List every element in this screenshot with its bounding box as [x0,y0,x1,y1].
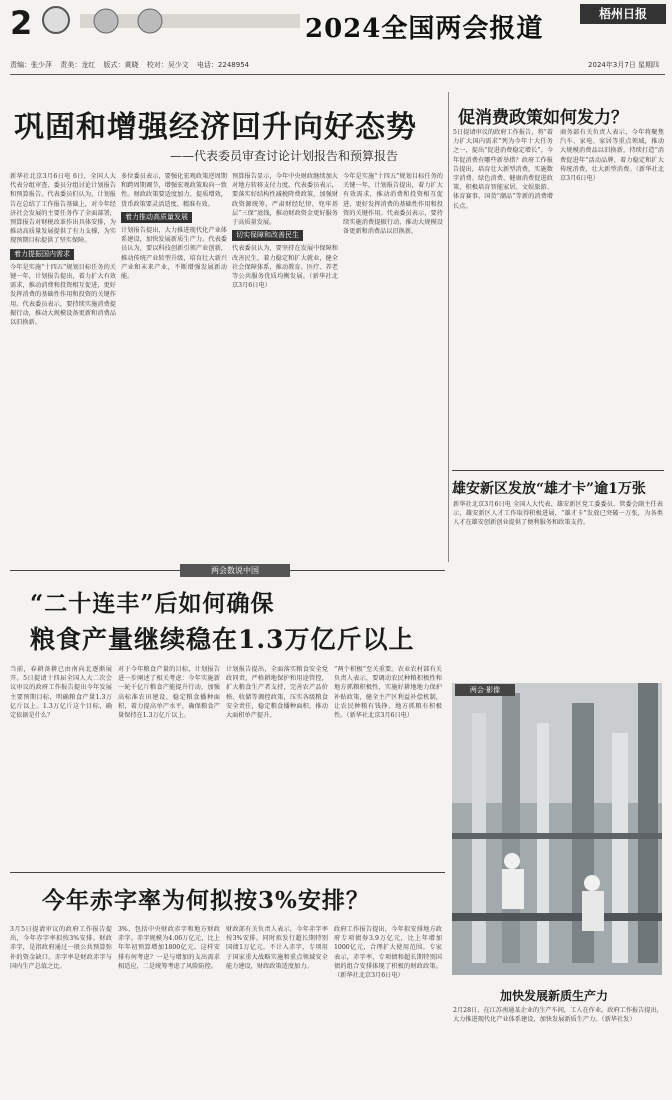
lead-subtitle-a: 着力提振国内需求 [10,249,74,260]
lead-col2b-text: 计划报告提出，大力推进现代化产业体系建设，加快发展新质生产力。代表委员认为，要以科技创新引领产业创新，推动传统产业转型升级，培育壮大新兴产业和未来产业，不断增强发展新动能。 [121,227,227,281]
photo-tag: 两会·影像 [455,684,515,696]
lead-column-4 [343,172,443,560]
lead-subtitle-c: 切实保障和改善民生 [232,230,303,241]
right-divider [452,470,664,471]
deficit-col2-text: 3%，包括中央财政赤字和地方财政赤字。赤字规模为4.06万亿元，比上年年初预算增加1800亿元。这样安排有何考虑？一是与增加的支出需求相适应，二是统筹考虑了风险防控。 [118,926,220,970]
info-art: 责美：龙红 [60,61,96,69]
lead-column-3 [232,172,338,560]
page-header [0,0,672,69]
deficit-divider [10,872,445,873]
right-headline: 促消费政策如何发力？ [458,108,628,128]
lead-subhead: ——代表委员审查讨论计划报告和预算报告 [170,149,399,163]
lead-col3-text: 预算报告显示，今年中央财政继续加大对地方转移支付力度。代表委员表示，要落实好结构性减税降费政策，加强财政资源统筹，严肃财经纪律，兜牢基层“三保”底线，推动财政资金更好服务于高质量发展。 [232,173,338,227]
feature-headline-1: “二十连丰”后如何确保 [30,590,275,617]
lead-column-2 [121,172,227,560]
factory-photo-illustration [452,683,662,975]
info-layout: 版式：黄晓 [103,61,139,69]
lead-headline: 巩固和增强经济回升向好态势 [14,110,417,145]
lead-subtitle-b: 着力推动高质量发展 [121,212,192,223]
photo-caption [453,1006,663,1096]
banner-decoration [80,6,300,36]
right-column-1 [453,128,553,468]
feature-column-1 [10,665,112,867]
deficit-column-2 [118,925,220,1095]
page-number: 2 [10,4,33,42]
feature-column-4 [334,665,442,867]
right-column-2 [560,128,664,468]
lead-column-1 [10,172,116,560]
second-right-headline: 雄安新区发放“雄才卡”逾1万张 [452,481,646,497]
newspaper-logo: 梧州日报 [580,4,666,24]
deficit-col4-text: 政府工作报告提出，今年拟安排地方政府专项债券3.9万亿元，比上年增加1000亿元，合理扩大使用范围。专家表示，赤字率、专项债和超长期特别国债的组合安排体现了积极的财政政策。（新华社北京3月6日电） [334,926,442,980]
deficit-column-4 [334,925,442,1095]
info-phone: 电话：2248954 [196,61,250,69]
feature-headline-2: 粮食产量继续稳在1.3万亿斤以上 [30,625,415,654]
lead-col1-text: 新华社北京3月6日电 6日，全国人大代表分组审查、委员分组讨论计划报告和预算报告。代表委员们认为，计划报告在总结了工作报告基础上，对今年经济社会发展的主要任务作了全面部署，预算报告对财税改革作出具体安排，为推动高质量发展提供了有力支撑，为实现预期目标提供了坚实保障。 [10,173,116,245]
column-divider [448,92,449,562]
feature-tag: 两会数说中国 [180,564,290,577]
deficit-col1-text: 3月5日提请审议的政府工作报告提出，今年赤字率拟按3%安排。财政赤字，是指政府通过一般公共预算弥补的资金缺口。赤字率是财政赤字与国内生产总值之比。 [10,926,112,970]
lead-col4-text: 今年是实施“十四五”规划目标任务的关键一年，计划报告提出，着力扩大有效需求，推动消费和投资相互促进，更好发挥消费的基础性作用和投资的关键作用。代表委员表示，要持续实施消费提振行动，推动大规模设备更新和消费品以旧换新。 [343,173,443,236]
lead-col2-text: 多位委员表示，要强化宏观政策逆周期和跨周期调节，增强宏观政策取向一致性。财政政策要适度加力、提质增效，货币政策要灵活适度、精准有效。 [121,173,227,208]
emblem-icon [42,6,70,34]
lead-col1b-text: 今年是实施“十四五”规划目标任务的关键一年，计划报告提出，着力扩大有效需求，推动消费和投资相互促进，更好发挥消费的基础性作用和投资的关键作用。代表委员表示，要持续实施消费提振行动，推动大规模设备更新和消费品以旧换新。 [10,263,116,327]
second-right-body [453,500,663,670]
deficit-column-1 [10,925,112,1095]
info-bar [10,60,665,75]
right-body2-text: 商务部有关负责人表示，今年将聚焦汽车、家电、家居等重点领域，推动大规模消费品以旧换新，持续打造“消费促进年”活动品牌，着力稳定和扩大传统消费，壮大新型消费。（新华社北京3月6日电） [560,129,664,183]
factory-photo [452,683,662,975]
deficit-column-3 [226,925,328,1095]
right-body-text: 5日提请审议的政府工作报告，将“着力扩大国内需求”列为今年十大任务之一，提出“促进消费稳定增长”。今年促消费有哪些新举措？政府工作报告提出，培育壮大新型消费，实施数字消费、绿色消费、健康消费促进政策，积极培育智能家居、文娱旅游、体育赛事、国货“潮品”等新的消费增长点。 [453,129,553,210]
photo-caption-text: 2月28日，在江苏南通某企业的生产车间，工人在作业。政府工作报告提出，大力推进现代化产业体系建设，加快发展新质生产力。（新华社发） [453,1007,663,1024]
deficit-col3-text: 财政部有关负责人表示，今年赤字率按3%安排，同时拟发行超长期特别国债1万亿元，不计入赤字，专项用于国家重大战略实施和重点领域安全能力建设，财政政策适度加力。 [226,926,328,970]
banner-title: 2024全国两会报道 [305,14,544,44]
second-right-text: 新华社北京3月6日电 全国人大代表、雄安新区党工委委员、管委会副主任表示，雄安新区人才工作取得积极进展，“雄才卡”发放已突破一万张，为各类人才在雄安创新创业提供了便利服务和政策支持。 [453,501,663,527]
feature-col2-text: 对于今年粮食产量的目标，计划报告进一步阐述了相关考虑：今年实施新一轮千亿斤粮食产能提升行动，加强高标准农田建设，稳定粮食播种面积，着力提高单产水平，确保粮食产量保持在1.3万亿斤以上。 [118,666,220,720]
lead-col3b-text: 代表委员认为，要坚持在发展中保障和改善民生，着力稳定和扩大就业，健全社会保障体系，推动教育、医疗、养老等公共服务优质均衡发展。（新华社北京3月6日电） [232,245,338,290]
feature-col4-text: “两个积极”至关重要。农业农村部有关负责人表示，要调动农民种粮积极性和地方抓粮积极性，实施好耕地地力保护补贴政策，健全主产区利益补偿机制，让农民种粮有钱挣、地方抓粮有积极性。（新华社北京3月6日电） [334,666,442,720]
feature-col1-text: 当前，春耕备耕已由南向北逐渐展开。5日提请十四届全国人大二次会议审议的政府工作报告提出今年发展主要预期目标，明确粮食产量1.3万亿斤以上。1.3万亿斤这个目标，确定依据是什么？ [10,666,112,720]
info-editor: 责编：张少萍 [10,61,52,69]
deficit-headline: 今年赤字率为何拟按3%安排？ [42,887,370,914]
info-proof: 校对：吴少文 [146,61,189,69]
feature-col3-text: 计划报告提出，全面落实粮食安全党政同责，严格耕地保护和用途管控，扩大粮食生产者支持，完善农产品价格、收储等调控政策，压实各级粮食安全责任，稳定粮食播种面积，推动大面积单产提升。 [226,666,328,720]
feature-column-2 [118,665,220,867]
photo-caption-title: 加快发展新质生产力 [500,989,609,1003]
issue-date: 2024年3月7日 星期四 [588,61,659,69]
feature-column-3 [226,665,328,867]
